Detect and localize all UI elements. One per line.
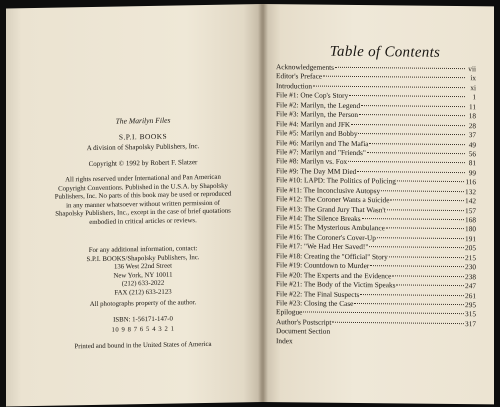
- toc-entry-page: 238: [465, 271, 476, 281]
- toc-leader-dots: [360, 294, 464, 296]
- toc-leader-dots: [362, 218, 464, 220]
- toc-entry-label: File #6: Marilyn and The Mafia: [276, 137, 369, 148]
- toc-entry-label: File #21: The Body of the Victim Speaks: [276, 279, 396, 290]
- photo-credit: All photographs property of the author.: [89, 299, 197, 309]
- toc-list: [276, 62, 476, 347]
- toc-leader-dots: [369, 143, 465, 145]
- toc-leader-dots: [348, 161, 465, 163]
- toc-leader-dots: [377, 237, 464, 239]
- toc-entry-label: File #13: The Grand Jury That Wasn't: [276, 203, 386, 214]
- toc-leader-dots: [381, 190, 464, 192]
- contact-line: 136 West 22nd Street: [113, 262, 173, 271]
- rights-line: All rights reserved under International and Pan American: [65, 173, 221, 184]
- toc-leader-dots: [354, 303, 464, 305]
- toc-leader-dots: [396, 284, 464, 286]
- toc-leader-dots: [351, 124, 465, 126]
- toc-entry-page: 180: [465, 224, 476, 234]
- toc-entry-label: File #8: Marilyn vs. Fox: [276, 156, 348, 167]
- toc-entry-label: Document Section: [276, 326, 331, 336]
- contact-line: For any additional information, contact:: [88, 245, 198, 255]
- toc-leader-dots: [358, 133, 465, 135]
- toc-leader-dots: [357, 171, 465, 173]
- toc-entry-label: File #4: Marilyn and JFK: [276, 118, 351, 129]
- contact-line: (212) 633-2022: [121, 280, 165, 288]
- toc-entry-page: 132: [465, 186, 476, 196]
- toc-entry-page: xi: [470, 83, 476, 93]
- toc-entry-page: 315: [465, 309, 476, 319]
- contact-line: New York, NY 10011: [113, 271, 173, 280]
- toc-entry-label: File #19: Countdown to Murder: [276, 260, 370, 271]
- isbn: ISBN: 1-56171-147-0: [113, 315, 173, 324]
- toc-entry-page: 28: [468, 120, 476, 130]
- toc-entry-page: 142: [465, 196, 476, 206]
- toc-entry-page: 247: [465, 281, 476, 291]
- toc-leader-dots: [361, 105, 465, 107]
- toc-entry-page: 116: [465, 177, 476, 187]
- rights-line: embodied in critical articles or reviews.: [89, 217, 197, 227]
- toc-title: Table of Contents: [329, 43, 441, 61]
- toc-entry-page: 191: [465, 234, 476, 244]
- toc-entry-page: 49: [468, 139, 476, 149]
- book-title: The Marilyn Files: [115, 115, 171, 126]
- toc-leader-dots: [397, 181, 464, 183]
- toc-entry-label: Index: [276, 335, 293, 346]
- contact-line: FAX (212) 633-2123: [114, 288, 172, 297]
- rights-line: in any manner whatsoever without written permission of: [66, 199, 220, 210]
- toc-entry: [276, 336, 476, 348]
- contact-line: S.P.I. BOOKS/Shapolsky Publishers, Inc.: [86, 253, 200, 263]
- toc-leader-dots: [335, 67, 465, 69]
- toc-entry-page: 295: [465, 300, 476, 310]
- rights-line: Publishers, Inc. No parts of this book may be used or reproduced: [54, 190, 232, 201]
- book-spread: [6, 4, 494, 402]
- publisher-imprint: S.P.I. BOOKS: [118, 131, 168, 142]
- toc-leader-dots: [313, 85, 465, 88]
- toc-entry-page: 37: [468, 130, 476, 140]
- toc-entry-page: 215: [465, 252, 476, 262]
- toc-entry-page: 99: [468, 167, 476, 178]
- toc-leader-dots: [332, 322, 464, 324]
- toc-entry-page: 18: [468, 111, 476, 121]
- toc-leader-dots: [359, 114, 465, 116]
- toc-entry-label: File #22: The Final Suspects: [276, 288, 360, 299]
- toc-entry-label: File #10: LAPD: The Politics of Policing: [276, 175, 396, 186]
- toc-leader-dots: [389, 256, 464, 258]
- copyright-page: [6, 4, 264, 407]
- toc-entry-label: Introduction: [276, 81, 313, 91]
- toc-entry-label: File #1: One Cop's Story: [276, 90, 349, 101]
- toc-entry-label: File #17: "We Had Her Saved!": [276, 241, 369, 252]
- toc-entry-label: File #2: Marilyn, the Legend: [276, 99, 361, 110]
- toc-entry-page: vii: [468, 64, 476, 74]
- toc-entry-page: 261: [465, 290, 476, 300]
- toc-entry-page: 81: [468, 158, 476, 168]
- toc-entry-page: ix: [470, 73, 476, 83]
- toc-leader-dots: [390, 199, 464, 201]
- toc-leader-dots: [386, 228, 464, 230]
- toc-entry-label: Editor's Preface: [276, 71, 323, 82]
- toc-entry-page: 205: [465, 243, 476, 253]
- toc-entry-page: 230: [465, 262, 476, 272]
- toc-entry-label: File #9: The Day MM Died: [276, 165, 357, 176]
- publisher-division: A division of Shapolsky Publishers, Inc.: [86, 142, 200, 153]
- rights-line: Copyright Conventions. Published in the U.S.A. by Shapolsky: [58, 182, 228, 193]
- toc-entry-label: Acknowledgements: [276, 62, 334, 72]
- toc-entry-page: 1: [472, 92, 476, 102]
- print-line: 10 9 8 7 6 5 4 3 2 1: [111, 325, 175, 334]
- rights-line: Shapolsky Publishers, Inc., except in the case of brief quotations: [55, 207, 231, 219]
- toc-entry-label: File #16: The Coroner's Cover-Up: [276, 232, 376, 243]
- toc-entry-label: Author's Postscript: [276, 316, 332, 327]
- copyright-notice: Copyright © 1992 by Robert F. Slatzer: [88, 158, 198, 169]
- printed-in: Printed and bound in the United States of America: [74, 340, 212, 351]
- toc-leader-dots: [323, 76, 465, 78]
- toc-entry-label: File #3: Marilyn, the Person: [276, 109, 359, 120]
- toc-leader-dots: [349, 95, 465, 97]
- toc-leader-dots: [303, 312, 464, 315]
- toc-entry-label: File #23: Closing the Case: [276, 298, 354, 308]
- contents-page: [262, 4, 494, 404]
- toc-entry-label: File #5: Marilyn and Bobby: [276, 128, 358, 139]
- toc-entry-page: 56: [468, 149, 476, 159]
- toc-entry-label: File #14: The Silence Breaks: [276, 213, 361, 224]
- toc-leader-dots: [392, 275, 464, 277]
- toc-entry-page: 157: [465, 205, 476, 215]
- contact-info: [48, 244, 238, 299]
- toc-entry-page: 317: [465, 318, 476, 329]
- toc-entry-page: 11: [468, 101, 476, 111]
- toc-entry-label: File #11: The Inconclusive Autopsy: [276, 184, 381, 195]
- toc-entry-label: File #7: Marilyn and "Friends": [276, 147, 366, 158]
- toc-entry-label: File #15: The Mysterious Ambulance: [276, 222, 385, 233]
- toc-entry-label: Epilogue: [276, 307, 303, 317]
- toc-entry-label: File #18: Creating the "Official" Story: [276, 250, 388, 262]
- rights-statement: [48, 173, 238, 228]
- toc-entry-label: File #12: The Coroner Wants a Suicide: [276, 194, 390, 205]
- toc-entry-page: 168: [465, 215, 476, 225]
- toc-entry-label: File #20: The Experts and the Evidence: [276, 269, 392, 280]
- toc-leader-dots: [387, 209, 464, 211]
- toc-leader-dots: [367, 152, 465, 154]
- toc-leader-dots: [369, 246, 464, 248]
- toc-leader-dots: [370, 265, 464, 267]
